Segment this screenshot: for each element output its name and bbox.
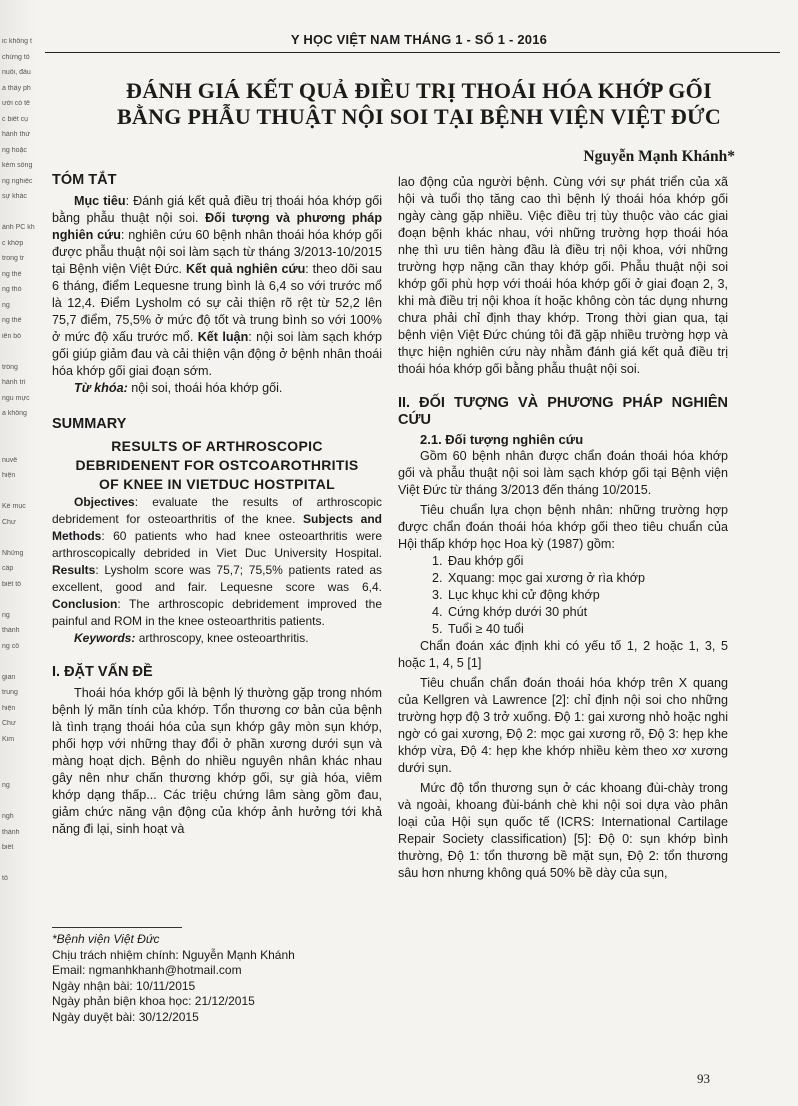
subjects-en-label: Subjects and Methods bbox=[52, 512, 382, 543]
margin-fragment: ành PC kh bbox=[2, 224, 35, 231]
margin-fragment bbox=[2, 426, 38, 433]
margin-fragment: ngh bbox=[2, 813, 14, 820]
margin-fragment: kém sống bbox=[2, 162, 33, 169]
abstract-vn-heading: TÓM TẮT bbox=[52, 172, 117, 188]
objective-text: : Đánh giá kết quả điều trị thoái hóa khớp gối bằng phẫu thuật nội soi. bbox=[52, 194, 382, 225]
margin-fragment: Những bbox=[2, 549, 24, 557]
margin-fragment: nuôi, đầu bbox=[2, 69, 31, 76]
left-column bbox=[52, 172, 382, 838]
margin-fragment: hành trì bbox=[2, 379, 26, 386]
right-column bbox=[398, 174, 728, 882]
subjects-en-text: : 60 patients who had knee osteoarthritis were arthroscopically debrided in Viet Duc University Hospital. bbox=[52, 529, 382, 560]
abstract-vn-keywords bbox=[52, 380, 382, 397]
margin-fragment: iễn bổ bbox=[2, 332, 22, 340]
keywords-en-label: Keywords: bbox=[74, 631, 136, 645]
subjects-text: : nghiên cứu 60 bệnh nhân thoái hóa khớp gối được phẫu thuật nội soi làm sạch từ tháng 3/2013-10/2015 tại Bệnh viện Việt Đức. bbox=[52, 228, 382, 276]
section-2-paragraph-2: Tiêu chuẩn lựa chọn bệnh nhân: những trường hợp được chẩn đoán thoái hóa khớp gối theo tiêu chuẩn của Hội thấp khớp học Hoa kỳ (1987) gồm: bbox=[398, 503, 728, 551]
margin-fragment: ng bbox=[2, 782, 10, 789]
margin-fragment: ic không t bbox=[2, 38, 32, 45]
section-2-paragraph-3: Chẩn đoán xác định khi có yếu tố 1, 2 hoặc 1, 3, 5 hoặc 1, 4, 5 [1] bbox=[398, 639, 728, 670]
margin-fragment: Chư bbox=[2, 720, 16, 727]
page-number: 93 bbox=[697, 1071, 710, 1086]
margin-fragment: a không bbox=[2, 410, 27, 417]
margin-fragment bbox=[2, 488, 38, 495]
summary-title-line-3: OF KNEE IN VIETDUC HOSTPITAL bbox=[98, 476, 336, 492]
margin-fragment: nuvê bbox=[2, 456, 18, 464]
objective-label: Mục tiêu bbox=[74, 194, 126, 208]
margin-fragment: ng thế bbox=[2, 270, 22, 278]
criteria-item: 5. Tuổi ≥ 40 tuổi bbox=[446, 621, 728, 638]
footnote bbox=[52, 932, 382, 1025]
margin-fragment: chứng tố bbox=[2, 53, 30, 61]
footnote-received: Ngày nhận bài: 10/11/2015 bbox=[52, 978, 196, 993]
margin-fragment bbox=[2, 860, 38, 867]
running-header: Y HỌC VIỆT NAM THÁNG 1 - SỐ 1 - 2016 bbox=[290, 32, 548, 47]
previous-page-margin bbox=[0, 0, 40, 1106]
margin-fragment bbox=[2, 534, 38, 541]
margin-fragment: biết bbox=[2, 844, 14, 851]
conclusion-en-text: : The arthroscopic debridement improved the painful and ROM in the knee osteoarthritis patients. bbox=[52, 597, 382, 628]
margin-fragment: ng thò bbox=[2, 286, 22, 293]
margin-fragment: thành bbox=[2, 828, 20, 836]
margin-fragment bbox=[2, 441, 38, 448]
criteria-item: 3. Lục khục khi cử động khớp bbox=[446, 587, 728, 604]
margin-fragment: ngu mực bbox=[2, 394, 30, 402]
footnote-responsible: Chịu trách nhiệm chính: Nguyễn Mạnh Khánh bbox=[52, 947, 295, 962]
margin-fragment: ng nghiệc bbox=[2, 177, 33, 185]
margin-fragment bbox=[2, 348, 38, 355]
objectives-en-label: Objectives bbox=[74, 495, 135, 509]
margin-fragment: sự khác bbox=[2, 193, 27, 200]
section-2-1-heading: 2.1. Đối tượng nghiên cứu bbox=[420, 432, 584, 447]
objectives-en-text: : evaluate the results of arthroscopic debridement for osteoarthritis of the knee. bbox=[52, 495, 382, 526]
results-en-label: Results bbox=[52, 563, 96, 577]
margin-fragment: a thầy ph bbox=[2, 84, 31, 92]
margin-fragment: cấp bbox=[2, 565, 14, 572]
margin-fragment: trồng bbox=[2, 363, 18, 371]
margin-fragment: ưới có tê bbox=[2, 100, 30, 107]
footnote-email: Email: ngmanhkhanh@hotmail.com bbox=[52, 963, 242, 977]
section-2-heading: II. ĐỐI TƯỢNG VÀ PHƯƠNG PHÁP NGHIÊN CỨU bbox=[398, 395, 728, 428]
margin-fragment bbox=[2, 798, 38, 805]
keywords-vn-label: Từ khóa: bbox=[74, 381, 128, 395]
section-2-paragraph-1: Gồm 60 bệnh nhân được chẩn đoán thoái hóa khớp gối và phẫu thuật nội soi làm sạch khớp gối tại Bệnh viện Việt Đức từ tháng 3/2013 đến tháng 10/2015. bbox=[398, 449, 728, 497]
conclusion-label: Kết luận bbox=[197, 330, 249, 344]
summary-title-line-1: RESULTS OF ARTHROSCOPIC bbox=[111, 438, 323, 454]
footnote-affiliation: *Bệnh viện Việt Đức bbox=[52, 932, 160, 946]
margin-fragment: c khớp bbox=[2, 239, 24, 247]
keywords-vn-text: nội soi, thoái hóa khớp gối. bbox=[127, 381, 283, 395]
margin-fragment: gian bbox=[2, 673, 16, 681]
keywords-en-text: arthroscopy, knee osteoarthritis. bbox=[135, 631, 309, 645]
margin-fragment: hiện bbox=[2, 704, 16, 712]
section-1-paragraph: Thoái hóa khớp gối là bệnh lý thường gặp trong nhóm bệnh lý mãn tính của khớp. Tổn thương cơ bản của bệnh là tình trạng thoái hóa của sụn khớp gây mòn sụn khớp, phối hợp với những thay đổi ở phần xương dưới sụn và màng hoạt dịch. Bệnh do nhiều nguyên nhân khác nhau gây nên như chấn thương khớp gối, sự già hóa, viêm khớp dạng thấp... Các triệu chứng lâm sàng gồm đau, giảm chức năng vận động của khớp ảnh hưởng tới khả năng đi lại, sinh hoạt và bbox=[52, 686, 382, 836]
results-en-text: : Lysholm score was 75,7; 75,5% patients rated as excellent, good and fair. Lequesne score was 6,4. bbox=[52, 563, 382, 594]
margin-fragment bbox=[2, 767, 38, 774]
conclusion-text: : nội soi làm sạch khớp gối giúp giảm đau và cải thiện vận động ở bệnh nhân thoái hóa khớp gối giai đoạn sớm. bbox=[52, 330, 382, 378]
margin-fragment: hành thứ bbox=[2, 131, 31, 138]
margin-fragment: biết tổ bbox=[2, 580, 22, 588]
footnote-reviewed: Ngày phản biện khoa học: 21/12/2015 bbox=[52, 994, 255, 1008]
section-2-paragraph-4: Tiêu chuẩn chẩn đoán thoái hóa khớp trên X quang của Kellgren và Lawrence [2]: chỉ định nội soi cho những trường hợp độ 3 trở xuống. Độ 1: gai xương nhỏ hoặc nghi ngờ có gai xương, Độ 2: mọc gai xương rõ, Độ 3: hẹp khe khớp vừa, Độ 4: hẹp khe khớp nhiều kèm theo xơ xương dưới sụn. bbox=[398, 676, 728, 775]
author-name: Nguyễn Mạnh Khánh* bbox=[583, 148, 735, 165]
results-label: Kết quả nghiên cứu bbox=[185, 262, 306, 276]
margin-fragment: ng bbox=[2, 611, 10, 619]
margin-fragment bbox=[2, 658, 38, 665]
margin-fragment: ng cổ bbox=[2, 642, 20, 650]
criteria-item: 2. Xquang: mọc gai xương ở rìa khớp bbox=[446, 570, 728, 587]
header-rule bbox=[45, 52, 780, 53]
margin-fragment: ng thế bbox=[2, 317, 22, 324]
margin-fragment: hiện bbox=[2, 472, 16, 479]
criteria-item: 1. Đau khớp gối bbox=[446, 553, 728, 570]
criteria-list bbox=[398, 553, 728, 638]
section-1-heading: I. ĐẶT VẤN ĐỀ bbox=[52, 664, 153, 680]
footnote-rule bbox=[52, 927, 182, 928]
summary-heading: SUMMARY bbox=[52, 416, 127, 432]
margin-fragment: Kế mục bbox=[2, 503, 26, 510]
abstract-vn-objective bbox=[52, 193, 382, 380]
margin-fragment: Kim bbox=[2, 735, 15, 743]
results-text: : theo dõi sau 6 tháng, điểm Lequesne trung bình là 6,4 so với trước mổ là 12,4. Điểm Lysholm có sự cải thiện rõ rệt từ 52,2 lên 75,7 điểm, 75,5% ở mức độ tốt và trung bình so với 100% ở mức độ xấu trước mổ. bbox=[52, 262, 383, 344]
margin-fragment: thành bbox=[2, 627, 20, 634]
article-title-line-2: BẰNG PHẪU THUẬT NỘI SOI TẠI BỆNH VIỆN VIỆT ĐỨC bbox=[116, 104, 722, 129]
margin-fragment bbox=[2, 596, 38, 603]
margin-fragment: tổ bbox=[2, 875, 8, 882]
margin-fragment: trung bbox=[2, 689, 18, 696]
criteria-item: 4. Cứng khớp dưới 30 phút bbox=[446, 604, 728, 621]
summary-title-line-2: DEBRIDENENT FOR OSTCOAROTHRITIS bbox=[75, 457, 359, 473]
margin-fragment: ng hoặc bbox=[2, 146, 27, 154]
margin-fragment: trong tr bbox=[2, 255, 25, 262]
section-2-paragraph-5: Mức độ tổn thương sụn ở các khoang đùi-chày trong và ngoài, khoang đùi-bánh chè khi nội soi dựa vào phân loại của Hội sụn quốc tế (ICRS: International Cartilage Repair Society classification) [5]: Độ 0: sụn khớp bình thường, Độ 1: tổn thương bề mặt sụn, Độ 2: tổn thương sâu hơn nhưng không quá 50% bề dày của sụn, bbox=[398, 781, 728, 880]
article-title-line-1: ĐÁNH GIÁ KẾT QUẢ ĐIỀU TRỊ THOÁI HÓA KHỚP GỐI bbox=[126, 78, 712, 103]
margin-fragment: Chư bbox=[2, 518, 16, 526]
margin-fragment bbox=[2, 751, 38, 758]
summary-body bbox=[52, 494, 382, 630]
margin-fragment bbox=[2, 209, 38, 216]
margin-fragment: ng bbox=[2, 301, 10, 309]
conclusion-en-label: Conclusion bbox=[52, 597, 118, 611]
footnote-approved: Ngày duyệt bài: 30/12/2015 bbox=[52, 1009, 199, 1024]
summary-keywords bbox=[52, 630, 382, 647]
margin-fragment: c biết cụ bbox=[2, 115, 29, 123]
subjects-label: Đối tượng và phương pháp nghiên cứu bbox=[52, 211, 383, 242]
section-1-paragraph-continued: lao động của người bệnh. Cùng với sự phát triển của xã hội và tuổi thọ tăng cao thì bệnh lý thoái hóa khớp gối ngày càng gặp nhiều. Việc điều trị tùy thuộc vào các giai đoạn bệnh khác nhau, với những trường hợp thoái hóa nhẹ thì ưu tiên hàng đầu là điều trị nội khoa, với những trường hợp nặng cần thay khớp gối. Phẫu thuật nội soi khớp gối phù hợp với thoái hóa khớp gối ở giai đoạn 2, 3, khi mà điều trị nội khoa ít hoặc không còn tác dụng nhưng chưa phải chỉ định thay khớp. Trong thời gian qua, tại bệnh viện Việt Đức chúng tôi đã gặp nhiều trường hợp và thực hiện nghiên cứu này nhằm đánh giá kết quả điều trị thoái hóa khớp gối bằng phẫu thuật nội soi. bbox=[398, 175, 728, 376]
